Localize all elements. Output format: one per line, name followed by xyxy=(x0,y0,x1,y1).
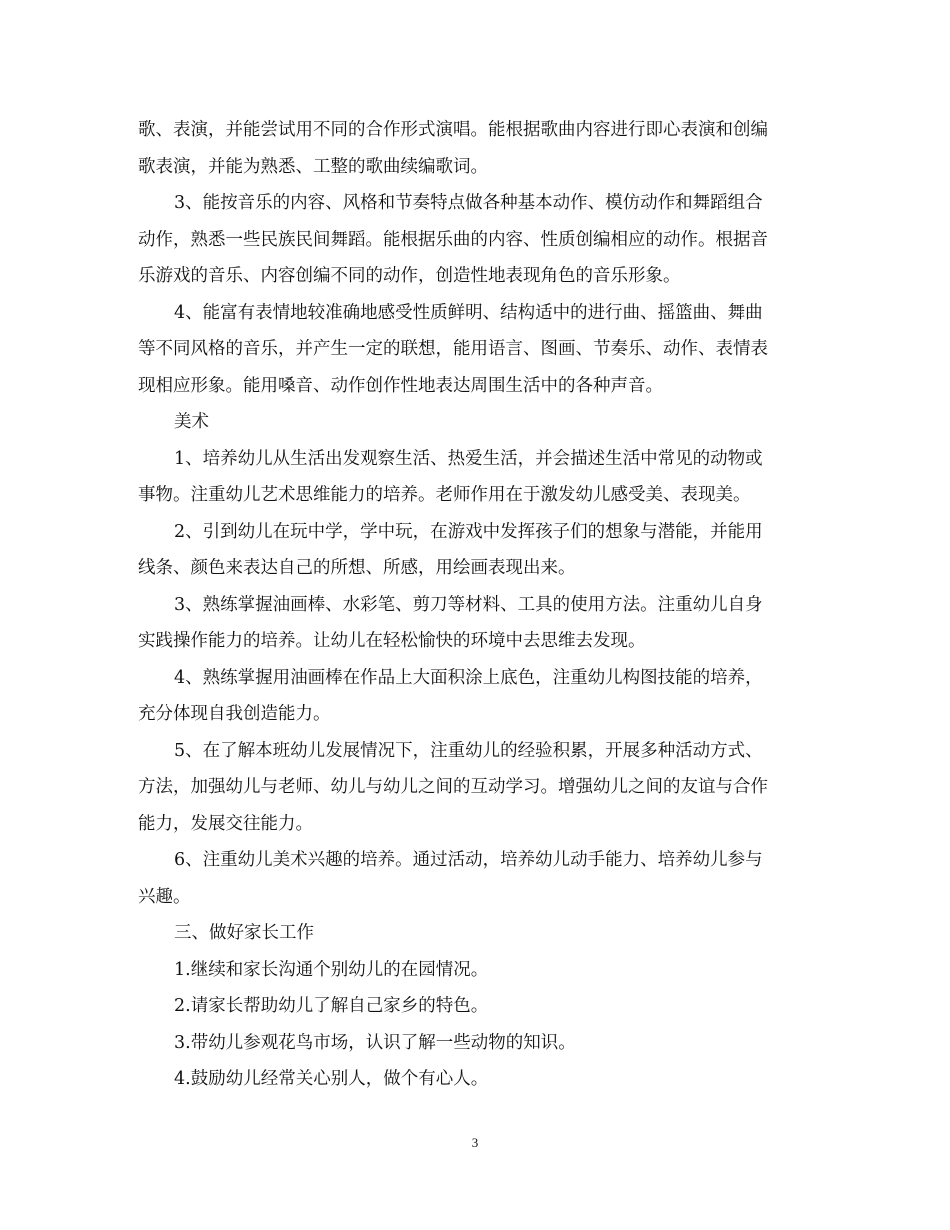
text-line: 事物。注重幼儿艺术思维能力的培养。老师作用在于激发幼儿感受美、表现美。 xyxy=(138,485,751,505)
text-line: 3、能按音乐的内容、风格和节奏特点做各种基本动作、模仿动作和舞蹈组合 xyxy=(174,193,763,213)
section-heading-art: 美术 xyxy=(174,412,209,432)
text-line: 5、在了解本班幼儿发展情况下，注重幼儿的经验积累，开展多种活动方式、 xyxy=(174,740,763,761)
text-line: 充分体现自我创造能力。 xyxy=(138,704,331,724)
text-line: 乐游戏的音乐、内容创编不同的动作，创造性地表现角色的音乐形象。 xyxy=(138,266,681,286)
list-item: 2.请家长帮助幼儿了解自己家乡的特色。 xyxy=(174,996,489,1016)
text-line: 6、注重幼儿美术兴趣的培养。通过活动，培养幼儿动手能力、培养幼儿参与 xyxy=(174,850,763,870)
text-line: 现相应形象。能用嗓音、动作创作性地表达周围生活中的各种声音。 xyxy=(138,375,663,396)
text-line: 等不同风格的音乐，并产生一定的联想，能用语言、图画、节奏乐、动作、表情表 xyxy=(138,339,768,359)
document-body xyxy=(138,112,818,1098)
text-line: 线条、颜色来表达自己的所想、所感，用绘画表现出来。 xyxy=(138,558,576,578)
list-item: 3.带幼儿参观花鸟市场，认识了解一些动物的知识。 xyxy=(174,1032,576,1053)
text-line: 兴趣。 xyxy=(138,886,191,907)
text-line: 3、熟练掌握油画棒、水彩笔、剪刀等材料、工具的使用方法。注重幼儿自身 xyxy=(174,594,763,615)
text-line: 方法，加强幼儿与老师、幼儿与幼儿之间的互动学习。增强幼儿之间的友谊与合作 xyxy=(138,777,768,797)
text-line: 4、能富有表情地较准确地感受性质鲜明、结构适中的进行曲、摇篮曲、舞曲 xyxy=(174,302,763,323)
text-line: 歌、表演，并能尝试用不同的合作形式演唱。能根据歌曲内容进行即心表演和创编 xyxy=(138,120,768,140)
text-line: 动作，熟悉一些民族民间舞蹈。能根据乐曲的内容、性质创编相应的动作。根据音 xyxy=(138,229,768,250)
list-item: 1.继续和家长沟通个别幼儿的在园情况。 xyxy=(174,959,489,980)
section-heading-parents: 三、做好家长工作 xyxy=(174,923,314,943)
text-line: 1、培养幼儿从生活出发观察生活、热爱生活，并会描述生活中常见的动物或 xyxy=(174,448,763,469)
text-line: 4、熟练掌握用油画棒在作品上大面积涂上底色，注重幼儿构图技能的培养， xyxy=(174,667,763,688)
text-line: 能力，发展交往能力。 xyxy=(138,813,313,834)
text-line: 2、引到幼儿在玩中学，学中玩，在游戏中发挥孩子们的想象与潜能，并能用 xyxy=(174,521,763,542)
text-line: 歌表演，并能为熟悉、工整的歌曲续编歌词。 xyxy=(138,156,488,177)
page-number: 3 xyxy=(471,1135,479,1150)
text-line: 实践操作能力的培养。让幼儿在轻松愉快的环境中去思维去发现。 xyxy=(138,631,646,651)
list-item: 4.鼓励幼儿经常关心别人，做个有心人。 xyxy=(174,1069,489,1089)
